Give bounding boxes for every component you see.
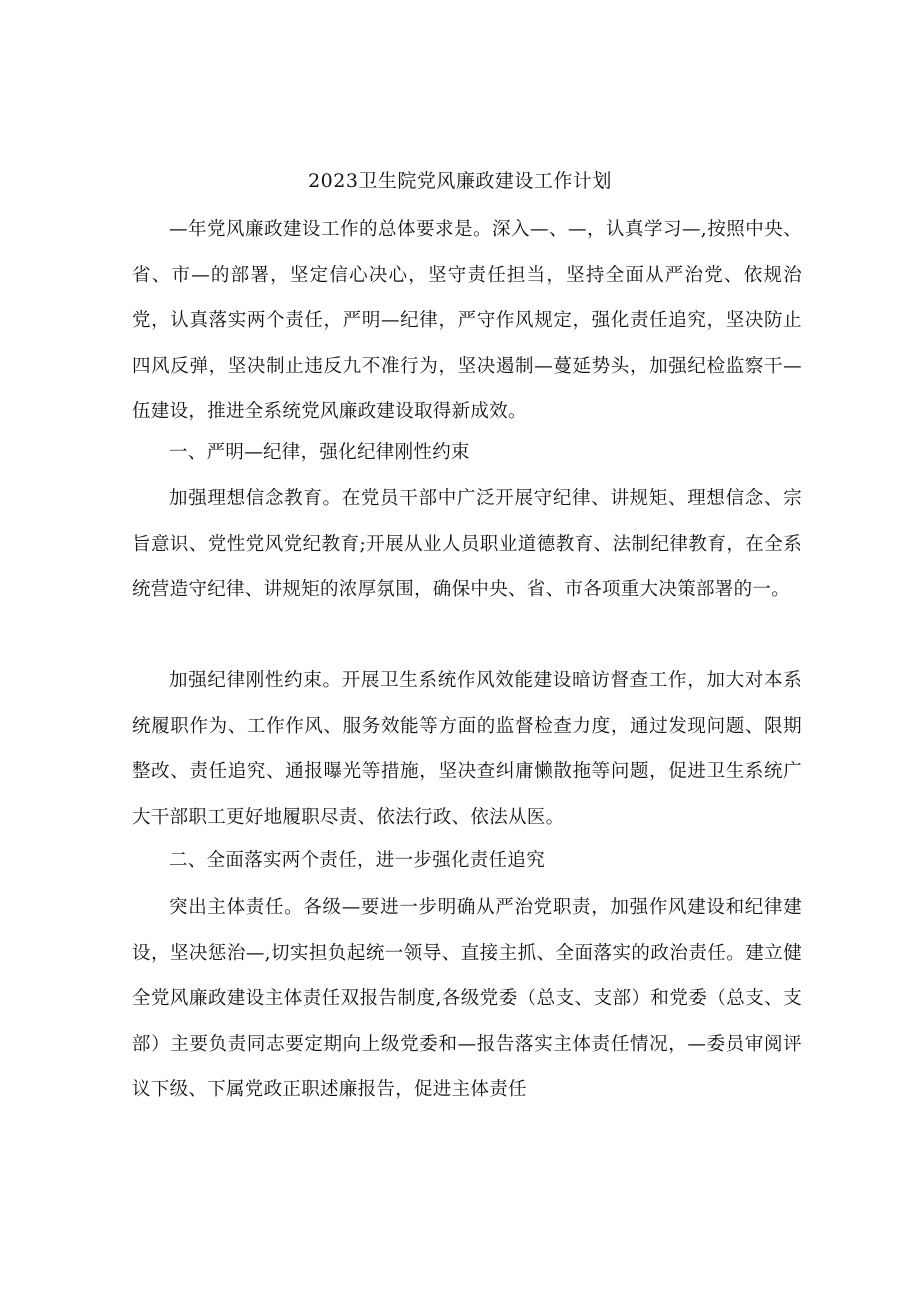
section-1-paragraph-2: 加强纪律刚性约束。开展卫生系统作风效能建设暗访督查工作，加大对本系统履职作为、工作作风、服务效能等方面的监督检查力度，通过发现问题、限期整改、责任追究、通报曝光等措施，坚决查纠庸懒散拖等问题，促进卫生系统广大干部职工更好地履职尽责、依法行政、依法从医。 (132, 670, 802, 828)
section-1-paragraph-1: 加强理想信念教育。在党员干部中广泛开展守纪律、讲规矩、理想信念、宗旨意识、党性党风党纪教育;开展从业人员职业道德教育、法制纪律教育，在全系统营造守纪律、讲规矩的浓厚氛围，确保中央、省、市各项重大决策部署的一。 (132, 488, 802, 601)
section-2-paragraph-1: 突出主体责任。各级—要进一步明确从严治党职责，加强作风建设和纪律建设，坚决惩治—,切实担负起统一领导、直接主抓、全面落实的政治责任。建立健全党风廉政建设主体责任双报告制度,各级党委（总支、支部）和党委（总支、支部）主要负责同志要定期向上级党委和—报告落实主体责任情况，—委员审阅评议下级、下属党政正职述廉报告，促进主体责任 (132, 897, 802, 1101)
section-1-heading: 一、严明—纪律，强化纪律刚性约束 (169, 442, 470, 463)
intro-paragraph: —年党风廉政建设工作的总体要求是。深入—、—，认真学习—,按照中央、省、市—的部署，坚定信心决心，坚守责任担当，坚持全面从严治党、依规治党，认真落实两个责任，严明—纪律，严守作风规定，强化责任追究，坚决防止四风反弹，坚决制止违反九不准行为，坚决遏制—蔓延势头，加强纪检监察干—伍建设，推进全系统党风廉政建设取得新成效。 (132, 219, 802, 423)
page-title: 2023卫生院党风廉政建设工作计划 (308, 170, 612, 192)
section-2-heading: 二、全面落实两个责任，进一步强化责任追究 (169, 850, 546, 871)
